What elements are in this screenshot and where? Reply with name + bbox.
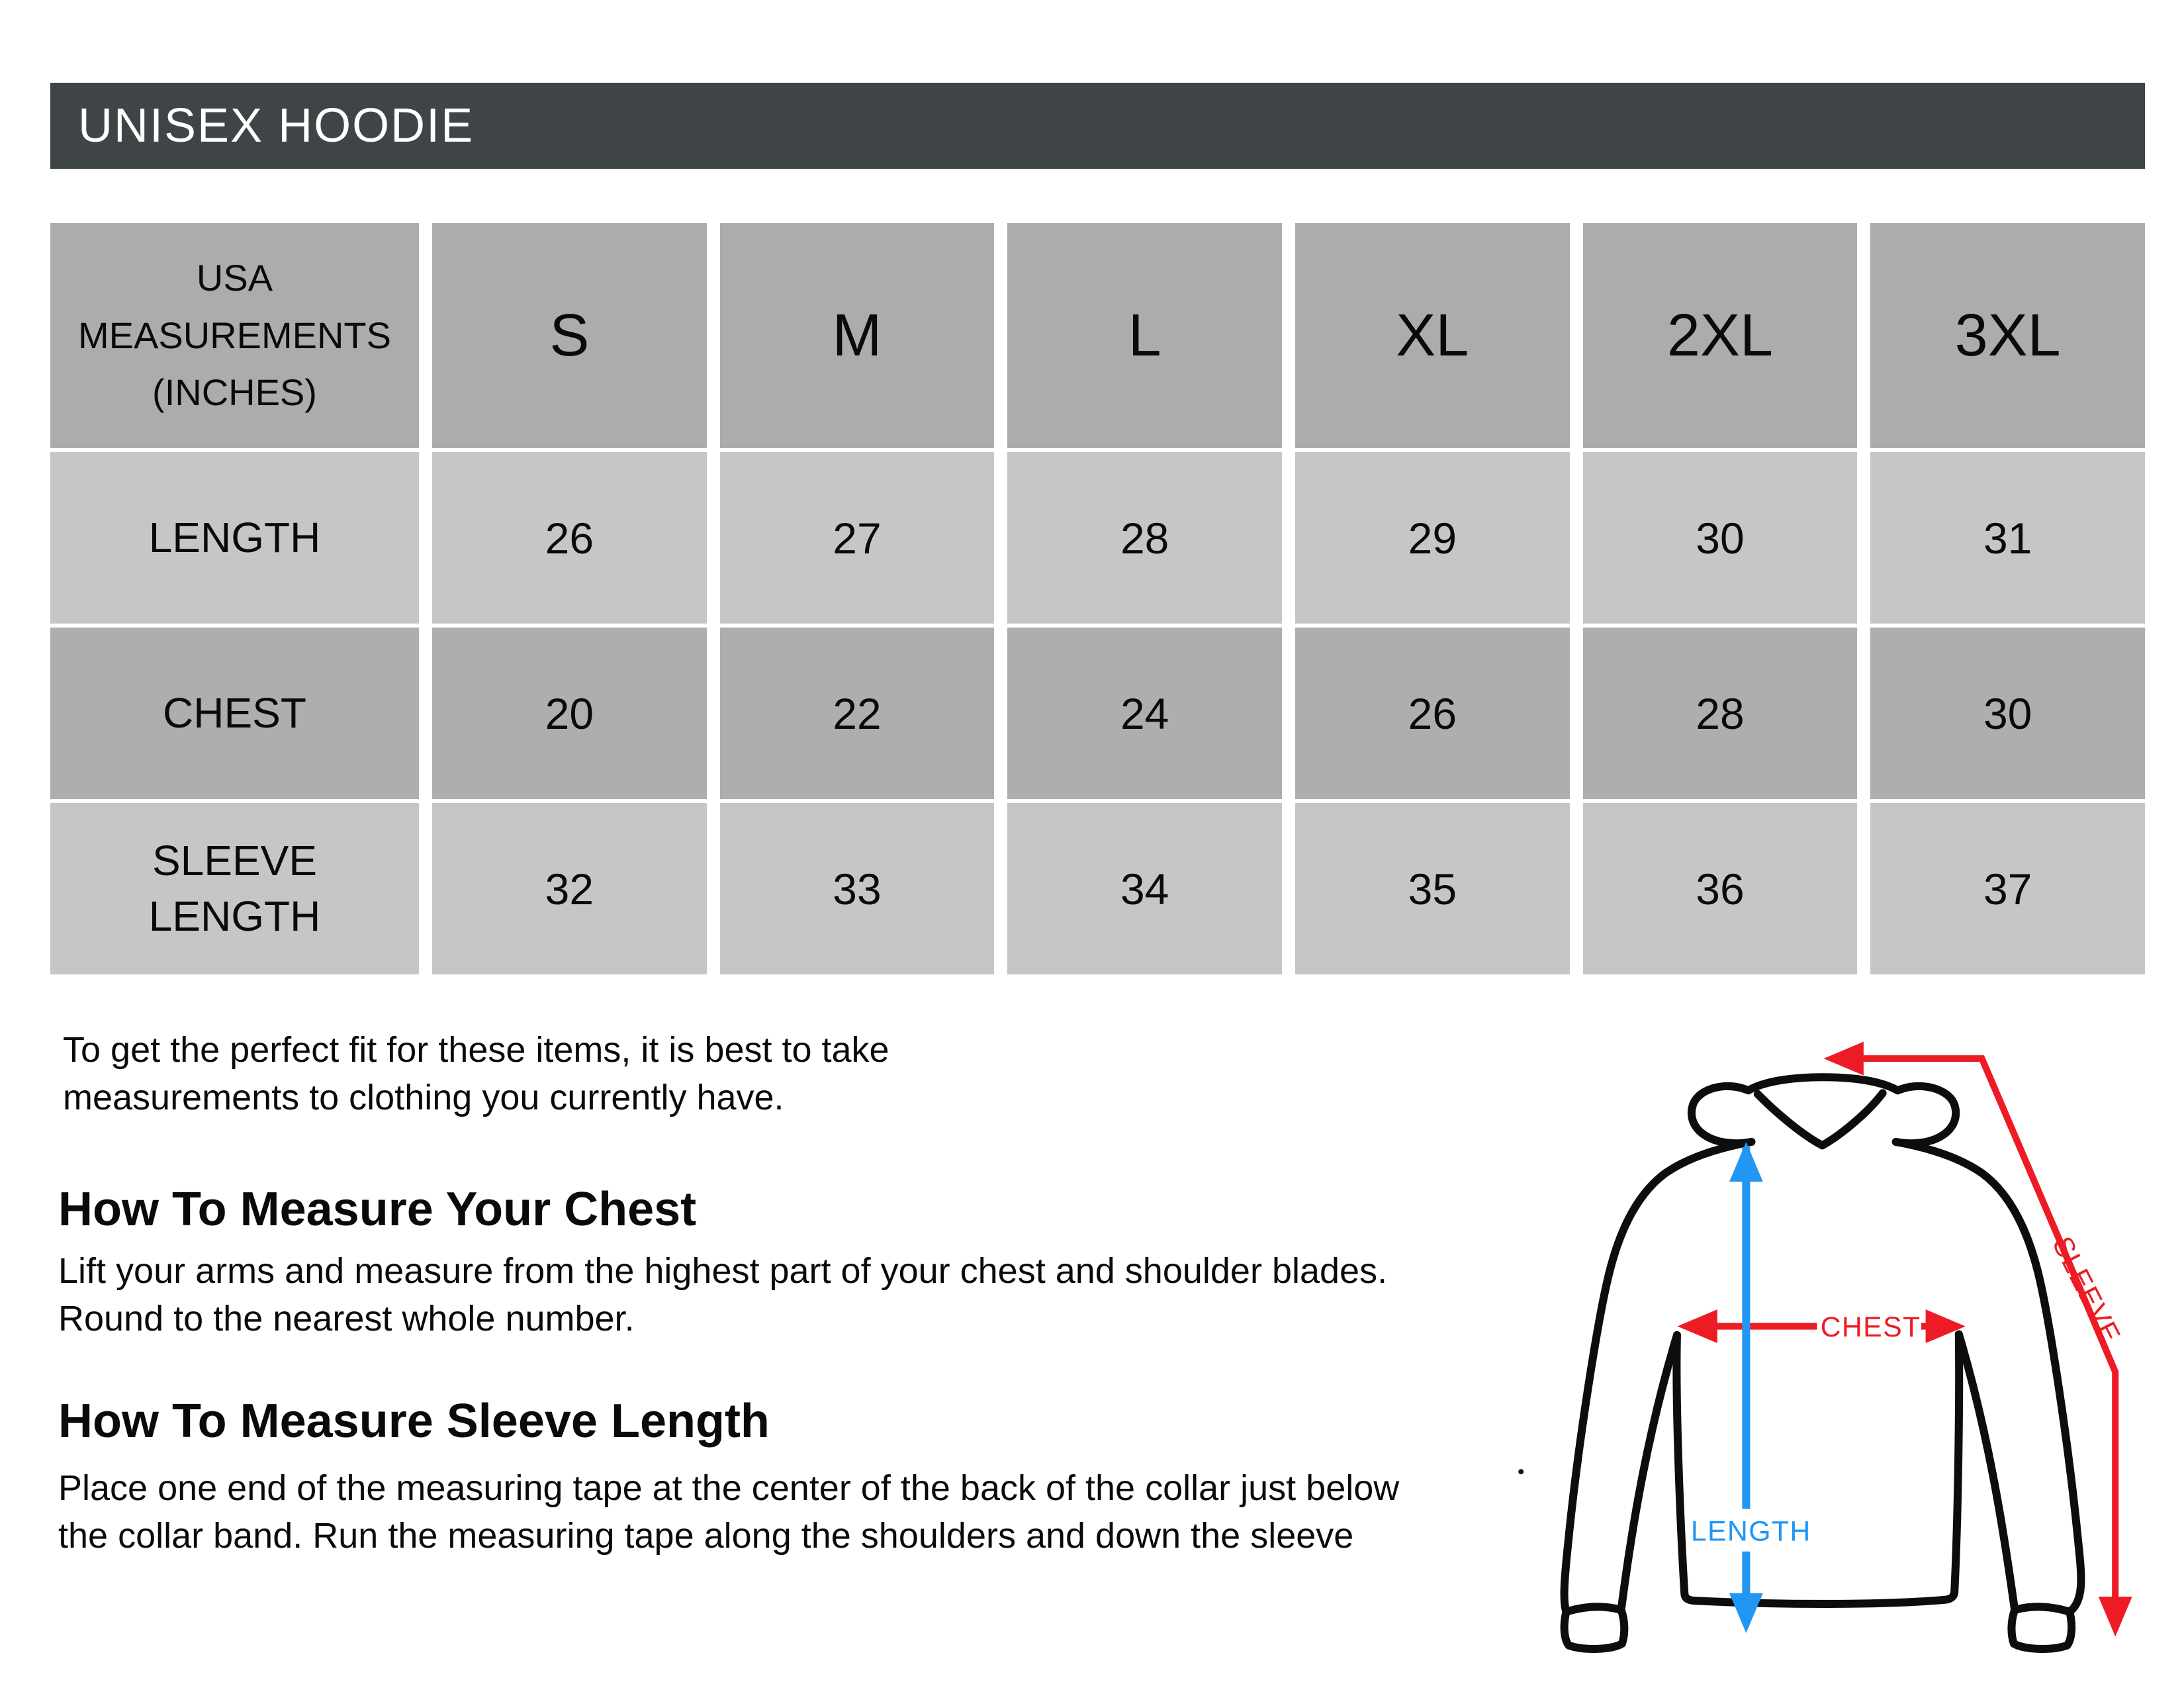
size-column-header: 3XL — [1870, 223, 2145, 448]
value-cell: 30 — [1870, 628, 2145, 799]
value-cell: 29 — [1295, 452, 1570, 624]
right-sleeve-inner — [1959, 1335, 2015, 1611]
value-cell: 24 — [1007, 628, 1282, 799]
size-column-header: S — [432, 223, 707, 448]
size-column-header: 2XL — [1583, 223, 1858, 448]
hood-shape — [1692, 1077, 1956, 1143]
value-cell: 31 — [1870, 452, 2145, 624]
size-column-header: XL — [1295, 223, 1570, 448]
row-label-cell: LENGTH — [50, 452, 419, 624]
value-cell: 26 — [1295, 628, 1570, 799]
heading-measure-chest: How To Measure Your Chest — [58, 1183, 697, 1236]
arrowhead-left-icon — [1824, 1042, 1864, 1076]
size-column-header: M — [720, 223, 995, 448]
stray-dot — [1518, 1469, 1524, 1474]
measure-sleeve-instructions — [58, 1464, 1399, 1560]
measure-chest-instructions — [58, 1247, 1387, 1342]
left-sleeve-inner — [1621, 1335, 1677, 1610]
size-chart-table — [50, 223, 2145, 974]
value-cell: 28 — [1007, 452, 1282, 624]
hoodie-outline-drawing — [1565, 1077, 2081, 1649]
corner-header-text: USA MEASUREMENTS (INCHES) — [78, 256, 391, 414]
row-label-cell: SLEEVE LENGTH — [50, 803, 419, 974]
size-column-header: L — [1007, 223, 1282, 448]
arrowhead-down-icon — [1729, 1593, 1763, 1633]
fit-note — [63, 1026, 889, 1121]
chest-label: CHEST — [1820, 1311, 1921, 1343]
instruction-line: Round to the nearest whole number. — [58, 1299, 635, 1338]
sleeve-label: SLEEVE — [2046, 1231, 2127, 1349]
heading-measure-sleeve: How To Measure Sleeve Length — [58, 1395, 770, 1448]
fit-note-line: measurements to clothing you currently have. — [63, 1078, 784, 1117]
instruction-line: the collar band. Run the measuring tape along the shoulders and down the sleeve — [58, 1516, 1354, 1556]
table-corner-header-cell — [50, 223, 419, 448]
value-cell: 32 — [432, 803, 707, 974]
value-cell: 36 — [1583, 803, 1858, 974]
page-title: UNISEX HOODIE — [78, 99, 475, 152]
hoodie-body — [1676, 1335, 1959, 1604]
value-cell: 33 — [720, 803, 995, 974]
value-cell: 34 — [1007, 803, 1282, 974]
instruction-line: Place one end of the measuring tape at the center of the back of the collar just below — [58, 1468, 1400, 1508]
value-cell: 20 — [432, 628, 707, 799]
title-bar — [50, 83, 2145, 169]
right-cuff — [2011, 1607, 2071, 1649]
value-cell: 22 — [720, 628, 995, 799]
left-cuff — [1565, 1607, 1625, 1649]
value-cell: 28 — [1583, 628, 1858, 799]
value-cell: 35 — [1295, 803, 1570, 974]
hoodie-measurement-diagram — [1489, 993, 2184, 1688]
value-cell: 26 — [432, 452, 707, 624]
value-cell: 37 — [1870, 803, 2145, 974]
instruction-line: Lift your arms and measure from the highest part of your chest and shoulder blades. — [58, 1251, 1388, 1291]
value-cell: 30 — [1583, 452, 1858, 624]
row-label-cell: CHEST — [50, 628, 419, 799]
length-label: LENGTH — [1690, 1515, 1811, 1548]
arrowhead-down-icon — [2099, 1597, 2132, 1636]
value-cell: 27 — [720, 452, 995, 624]
fit-note-line: To get the perfect fit for these items, it is best to take — [63, 1030, 889, 1070]
